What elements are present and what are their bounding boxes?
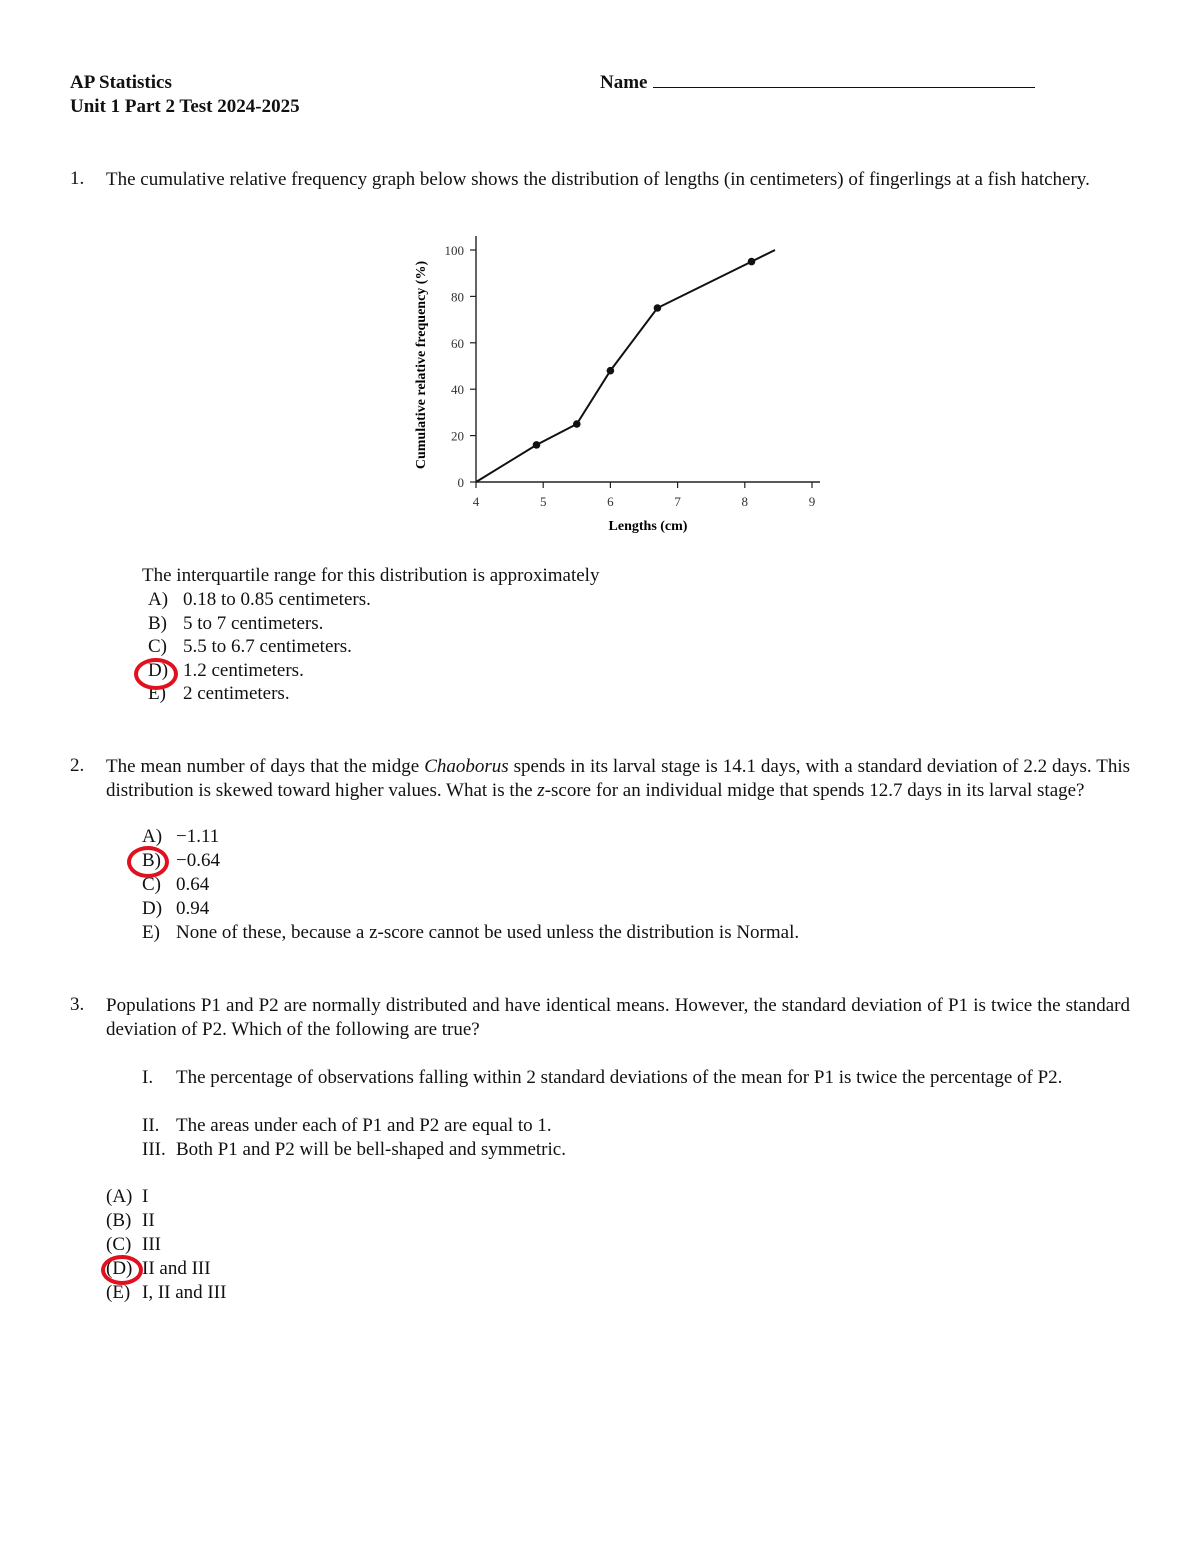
- q1-option-letter[interactable]: B): [148, 612, 167, 634]
- q2-text-part2: spends in its larval stage is 14.1 days, with a standard deviation of 2.2 days. This distribution is skewed toward higher values. What is the: [106, 756, 1130, 801]
- name-blank-line[interactable]: [653, 73, 1035, 88]
- x-tick-label: 6: [607, 494, 614, 509]
- test-title: Unit 1 Part 2 Test 2024-2025: [70, 96, 300, 117]
- y-tick-label: 20: [451, 428, 464, 444]
- chart-line: [476, 250, 775, 482]
- q2-text-species: Chaoborus: [424, 756, 509, 777]
- x-tick-label: 9: [808, 494, 816, 509]
- x-tick-label: 4: [472, 494, 480, 509]
- q3-option-text: II and III: [142, 1258, 211, 1279]
- q2-option-letter[interactable]: B): [142, 850, 161, 871]
- x-tick-label: 7: [674, 494, 681, 509]
- q2-text-z: z: [537, 780, 545, 801]
- q3-statement-roman: II.: [142, 1115, 160, 1136]
- q3-option-text: I, II and III: [142, 1282, 227, 1303]
- data-point: [573, 420, 581, 428]
- q1-option-letter[interactable]: C): [148, 636, 167, 657]
- q2-option-text: −0.64: [176, 850, 220, 871]
- q2-number: 2.: [70, 755, 85, 776]
- q3-answer-circle: [101, 1255, 143, 1285]
- q1-option-letter[interactable]: D): [148, 659, 169, 681]
- chart-y-axis-label: Cumulative relative frequency (%): [414, 260, 429, 470]
- q3-statement-text: The areas under each of P1 and P2 are equal to 1.: [176, 1115, 552, 1136]
- q1-option-letter[interactable]: A): [148, 589, 169, 610]
- q1-answer-circle: [134, 658, 178, 690]
- chart-axes: [476, 236, 820, 482]
- q2-answer-circle: [127, 846, 169, 878]
- q2-option-letter[interactable]: C): [142, 874, 161, 895]
- q2-option-text: −1.11: [176, 826, 220, 847]
- q2-text-part3: -score for an individual midge that spends 12.7 days in its larval stage?: [544, 780, 1085, 801]
- q2-option-letter[interactable]: A): [142, 826, 163, 847]
- q3-statement-roman: III.: [142, 1139, 166, 1160]
- data-point: [654, 304, 662, 312]
- q2-text: [106, 755, 1130, 803]
- q2-option-text: None of these, because a z-score cannot be used unless the distribution is Normal.: [176, 922, 800, 943]
- data-point: [607, 367, 615, 375]
- course-title: AP Statistics: [70, 72, 172, 93]
- q2-option-letter[interactable]: D): [142, 898, 163, 919]
- q3-option-text: I: [142, 1186, 149, 1207]
- q3-statement-text: Both P1 and P2 will be bell-shaped and symmetric.: [176, 1139, 566, 1160]
- q2-option-text: 0.94: [176, 898, 210, 919]
- y-tick-label: 100: [444, 243, 464, 258]
- q1-option-text: 1.2 centimeters.: [183, 659, 304, 681]
- chart-x-axis-label: Lengths (cm): [608, 519, 688, 534]
- q1-stem: The interquartile range for this distribution is approximately: [142, 565, 600, 586]
- q1-option-text: 2 centimeters.: [183, 683, 290, 704]
- cumulative-frequency-chart: [400, 230, 840, 540]
- q3-option-letter[interactable]: (A): [106, 1186, 133, 1207]
- q1-number: 1.: [70, 168, 85, 189]
- y-tick-label: 0: [457, 475, 464, 490]
- q3-option-letter[interactable]: (C): [106, 1234, 132, 1255]
- x-tick-label: 8: [741, 494, 749, 509]
- q1-option-text: 0.18 to 0.85 centimeters.: [183, 589, 371, 610]
- chart-ticks: [445, 243, 816, 509]
- q3-option-text: III: [142, 1234, 161, 1255]
- q3-option-letter[interactable]: (D): [106, 1258, 133, 1279]
- q3-option-letter[interactable]: (E): [106, 1282, 131, 1303]
- q3-number: 3.: [70, 994, 85, 1015]
- name-label: Name: [600, 72, 648, 93]
- chart-points: [533, 258, 756, 449]
- q3-text: Populations P1 and P2 are normally distributed and have identical means. However, the standard deviation of P1 is twice the standard deviation of P2. Which of the following are true?: [106, 995, 1130, 1040]
- data-point: [533, 441, 541, 449]
- y-tick-label: 80: [451, 289, 464, 305]
- q3-option-letter[interactable]: (B): [106, 1210, 132, 1231]
- q1-option-text: 5 to 7 centimeters.: [183, 612, 324, 634]
- q3-statement-roman: I.: [142, 1067, 154, 1088]
- name-field[interactable]: [600, 72, 1035, 94]
- y-tick-label: 60: [451, 335, 464, 351]
- q3-option-text: II: [142, 1210, 155, 1231]
- q1-text: The cumulative relative frequency graph below shows the distribution of lengths (in centimeters) of fingerlings at a fish hatchery.: [106, 169, 1090, 190]
- cumulative-frequency-line: [476, 250, 775, 482]
- x-tick-label: 5: [539, 494, 547, 509]
- q1-option-letter[interactable]: E): [148, 683, 166, 704]
- q1-option-text: 5.5 to 6.7 centimeters.: [183, 636, 352, 657]
- data-point: [748, 258, 756, 266]
- q3-statement-text: The percentage of observations falling within 2 standard deviations of the mean for P1 is twice the percentage of P2.: [176, 1067, 1063, 1088]
- q2-option-letter[interactable]: E): [142, 922, 160, 943]
- q2-option-text: 0.64: [176, 874, 210, 895]
- q2-text-part1: The mean number of days that the midge: [106, 756, 425, 777]
- y-tick-label: 40: [451, 382, 464, 398]
